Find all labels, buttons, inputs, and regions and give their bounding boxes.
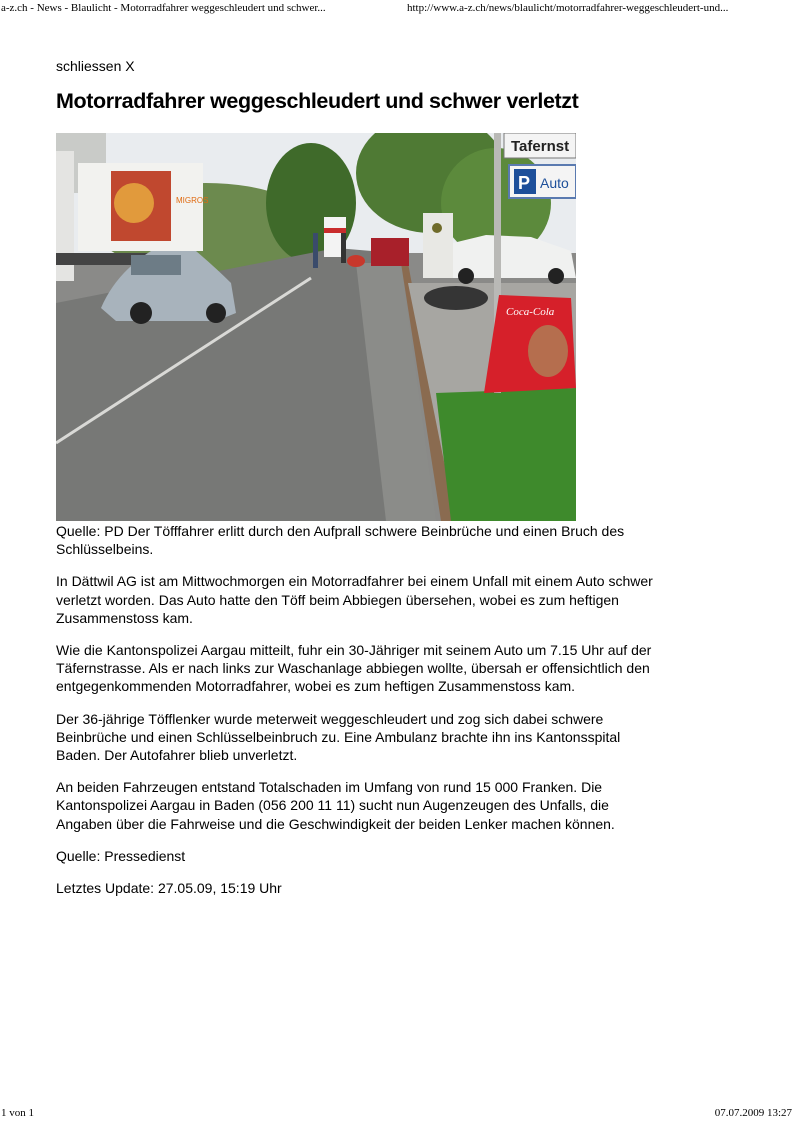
parking-sign-letter: P	[518, 173, 531, 193]
article-paragraph: Der 36-jährige Töfflenker wurde meterweit weggeschleudert und zog sich dabei schwere Beinbrüche und einen Schlüsselbeinbruch zu. Eine Ambulanz brachte ihn ins Kantonsspital Baden. Der Autofahrer blieb unverletzt.	[56, 710, 621, 764]
truck-logo-text: MIGROS	[176, 196, 209, 205]
article-last-update: Letztes Update: 27.05.09, 15:19 Uhr	[56, 880, 282, 897]
print-datetime: 07.07.2009 13:27	[714, 1107, 792, 1119]
print-footer	[0, 1107, 794, 1121]
article-title: Motorradfahrer weggeschleudert und schwer verletzt	[56, 89, 579, 113]
article-paragraph: Wie die Kantonspolizei Aargau mitteilt, fuhr ein 30-Jähriger mit seinem Auto um 7.15 Uhr auf der Täfernstrasse. Als er nach links zur Waschanlage abbiegen wollte, übersah er offensichtlich den entgegenkommenden Motorradfahrer, wobei es zum heftigen Zusammenstoss kam.	[56, 642, 652, 695]
street-sign-text: Tafernst	[511, 138, 570, 155]
article-paragraph: In Dättwil AG ist am Mittwochmorgen ein Motorradfahrer bei einem Unfall mit einem Auto schwer verletzt worden. Das Auto hatte den Töff beim Abbiegen übersehen, wobei es zum heftigen Zusammenstoss kam.	[56, 573, 653, 626]
print-header	[0, 2, 794, 16]
close-link[interactable]: schliessen X	[56, 58, 135, 74]
article-body	[56, 522, 666, 911]
billboard-text: Coca-Cola	[506, 306, 555, 318]
print-page-number: 1 von 1	[1, 1107, 34, 1119]
parking-sign-text: Auto	[540, 175, 569, 191]
photo-caption: Quelle: PD Der Töfffahrer erlitt durch den Aufprall schwere Beinbrüche und einen Bruch des Schlüsselbeins.	[56, 523, 625, 558]
article-photo	[56, 133, 576, 521]
print-url: http://www.a-z.ch/news/blaulicht/motorradfahrer-weggeschleudert-und...	[407, 2, 729, 14]
article-source: Quelle: Pressedienst	[56, 847, 186, 864]
article-paragraph: An beiden Fahrzeugen entstand Totalschaden im Umfang von rund 15 000 Franken. Die Kantonspolizei Aargau in Baden (056 200 11 11) sucht nun Augenzeugen des Unfalls, die Angaben über die Fahrweise und die Geschwindigkeit der beiden Lenker machen können.	[56, 779, 615, 832]
print-page-title: a-z.ch - News - Blaulicht - Motorradfahrer weggeschleudert und schwer...	[1, 2, 326, 14]
